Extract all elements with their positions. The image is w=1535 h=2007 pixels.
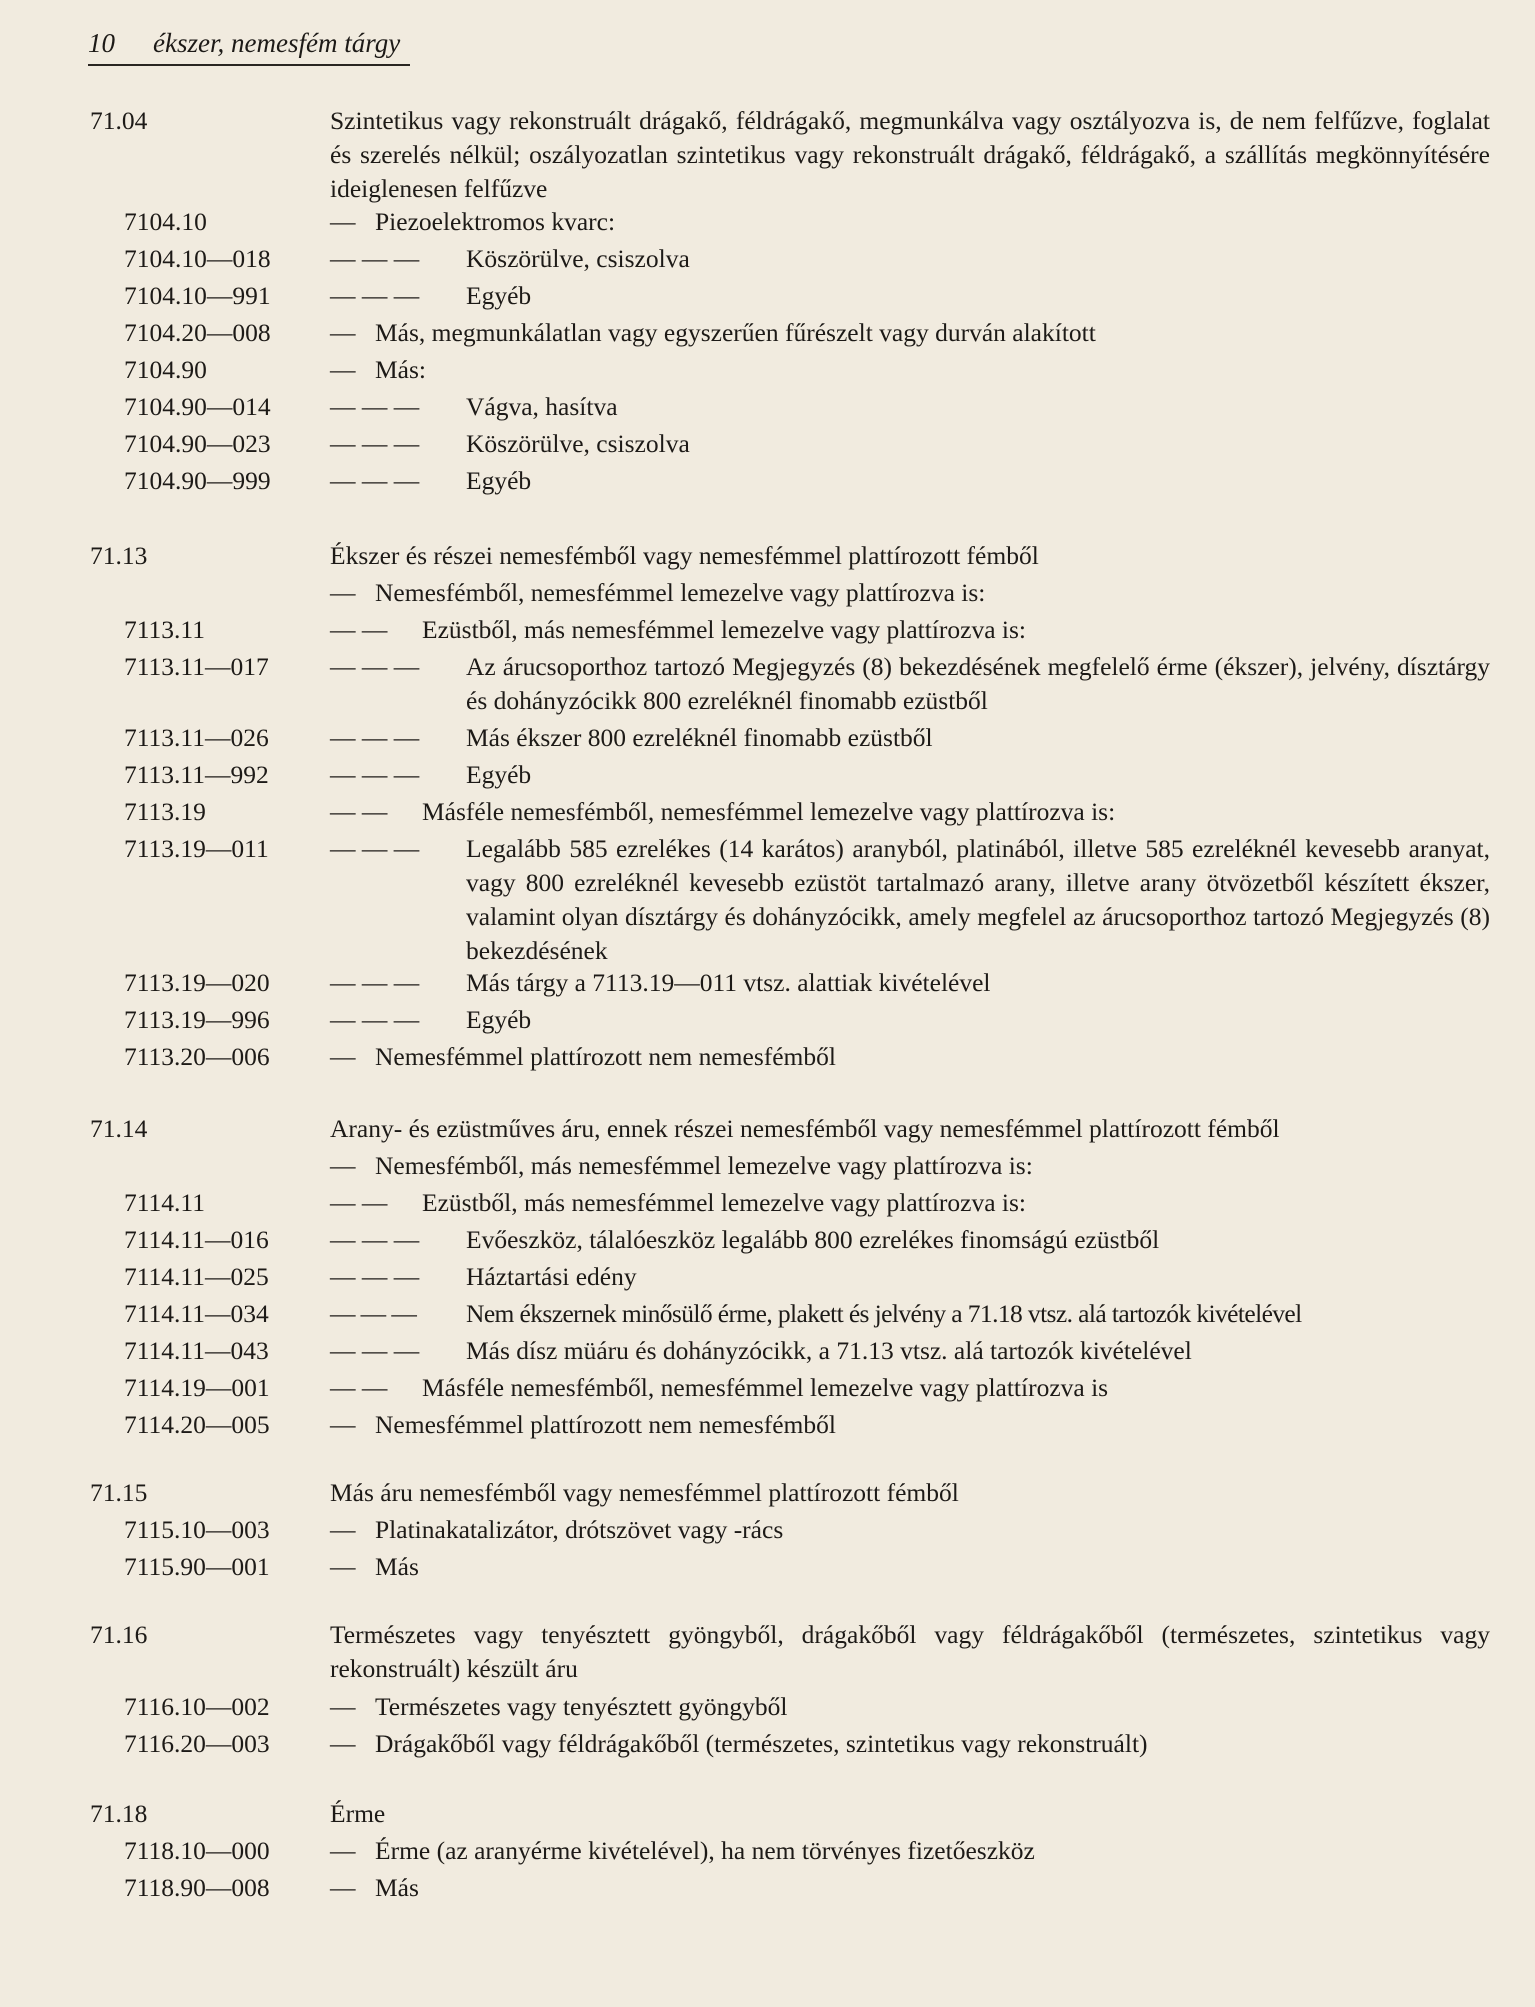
item-code: 7104.10—991 (124, 281, 271, 310)
item-label: Ezüstből, más nemesfémmel lemezelve vagy plattírozva is: (422, 1188, 1027, 1217)
indent-dashes: — — (330, 615, 388, 644)
item-label: Piezoelektromos kvarc: (375, 207, 616, 236)
indent-dashes: — — — (330, 466, 420, 495)
item-code: 7116.10—002 (124, 1692, 270, 1721)
item-text (330, 390, 1490, 424)
item-label: Vágva, hasítva (466, 392, 618, 421)
item-text (330, 650, 1490, 718)
indent-dashes: — — — (330, 1336, 420, 1365)
indent-dashes: — — — (330, 281, 420, 310)
indent-dashes: — (330, 1410, 356, 1439)
item-code: 7114.20—005 (124, 1410, 270, 1439)
item-label: Egyéb (466, 760, 532, 789)
heading-title: Szintetikus vagy rekonstruált drágakő, féldrágakő, megmunkálva vagy osztályozva is, de nem felfűzve, foglalat és szerelés nélkül; oszályozatlan szintetikus vagy rekonstruált drágakő, féldrágakő, a szállítás megkönnyítésére ideiglenesen felfűzve (330, 106, 1490, 203)
indent-dashes: — — — (330, 244, 420, 273)
indent-dashes: — (330, 1552, 356, 1581)
page-number: 10 (88, 28, 115, 58)
indent-dashes: — (330, 1873, 356, 1902)
item-label: Más ékszer 800 ezreléknél finomabb ezüstből (466, 723, 933, 752)
item-code: 7113.19 (124, 797, 206, 826)
item-code: 7104.90—999 (124, 466, 271, 495)
item-label: Természetes vagy tenyésztett gyöngyből (375, 1692, 788, 1721)
item-label: Nemesfémmel plattírozott nem nemesfémből (375, 1042, 836, 1071)
item-text (330, 427, 1490, 461)
item-label: Más tárgy a 7113.19—011 vtsz. alattiak kivételével (466, 968, 991, 997)
indent-dashes: — — — (330, 1005, 420, 1034)
item-code: 7115.10—003 (124, 1515, 270, 1544)
item-code: 7113.19—020 (124, 968, 270, 997)
indent-dashes: — (330, 1836, 356, 1865)
item-label: Háztartási edény (466, 1262, 637, 1291)
item-label: Nemesfémből, más nemesfémmel lemezelve vagy plattírozva is: (375, 1151, 1033, 1180)
item-code: 7104.90—023 (124, 429, 271, 458)
item-text (330, 721, 1490, 755)
indent-dashes: — — — (330, 834, 420, 863)
item-text (330, 353, 1490, 387)
item-code: 7104.90—014 (124, 392, 271, 421)
item-code: 7116.20—003 (124, 1729, 270, 1758)
item-code: 7104.90 (124, 355, 207, 384)
heading-title: Más áru nemesfémből vagy nemesfémmel plattírozott fémből (330, 1478, 959, 1507)
indent-dashes: — — — (330, 968, 420, 997)
item-code: 7114.11—016 (124, 1225, 269, 1254)
item-text (330, 1513, 1490, 1547)
item-label: Más, megmunkálatlan vagy egyszerűen fűrészelt vagy durván alakított (375, 318, 1096, 347)
item-code: 7104.10 (124, 207, 207, 236)
item-text (330, 1550, 1490, 1584)
item-label: Köszörülve, csiszolva (466, 429, 690, 458)
item-text (330, 1297, 1490, 1331)
indent-dashes: — — — (330, 1225, 420, 1254)
item-code: 7113.11—017 (124, 652, 269, 681)
heading-title: Természetes vagy tenyésztett gyöngyből, drágakőből vagy féldrágakőből (természetes, szintetikus vagy rekonstruált) készült áru (330, 1620, 1490, 1683)
item-label: Másféle nemesfémből, nemesfémmel lemezelve vagy plattírozva is (422, 1373, 1109, 1402)
heading-code: 71.13 (90, 541, 148, 570)
indent-dashes: — (330, 1515, 356, 1544)
item-text (330, 1871, 1490, 1905)
item-label: Platinakatalizátor, drótszövet vagy -rács (375, 1515, 784, 1544)
item-text (330, 1040, 1490, 1074)
item-text (330, 1223, 1490, 1257)
item-text (330, 1260, 1490, 1294)
indent-dashes: — — (330, 1188, 388, 1217)
running-header (88, 22, 410, 66)
item-label: Köszörülve, csiszolva (466, 244, 690, 273)
indent-dashes: — — (330, 1373, 388, 1402)
item-label: Ezüstből, más nemesfémmel lemezelve vagy plattírozva is: (422, 615, 1027, 644)
indent-dashes: — (330, 1151, 356, 1180)
indent-dashes: — (330, 1042, 356, 1071)
item-text (330, 1186, 1490, 1220)
item-label: Másféle nemesfémből, nemesfémmel lemezelve vagy plattírozva is: (422, 797, 1116, 826)
item-text (330, 242, 1490, 276)
item-text (330, 576, 1490, 610)
item-label: Egyéb (466, 281, 532, 310)
item-code: 7114.11—025 (124, 1262, 269, 1291)
heading-code: 71.14 (90, 1114, 148, 1143)
indent-dashes: — (330, 1729, 356, 1758)
item-label: Drágakőből vagy féldrágakőből (természetes, szintetikus vagy rekonstruált) (375, 1729, 1148, 1758)
indent-dashes: — (330, 1692, 356, 1721)
item-text (330, 1371, 1490, 1405)
item-text (330, 966, 1490, 1000)
heading-title: Arany- és ezüstműves áru, ennek részei nemesfémből vagy nemesfémmel plattírozott fémből (330, 1114, 1280, 1143)
item-label: Más dísz müáru és dohányzócikk, a 71.13 vtsz. alá tartozók kivételével (466, 1336, 1192, 1365)
indent-dashes: — — — (330, 652, 420, 681)
item-code: 7118.90—008 (124, 1873, 270, 1902)
item-code: 7104.10—018 (124, 244, 271, 273)
item-code: 7104.20—008 (124, 318, 271, 347)
item-label: Legalább 585 ezrelékes (14 karátos) aranyból, platinából, illetve 585 ezreléknél kevesebb aranyat, vagy 800 ezreléknél kevesebb ezüstöt tartalmazó arany, illetve arany ötvözetből készített ékszer, valamint olyan dísztárgy és dohányzócikk, amely megfelel az árucsoporthoz tartozó Megjegyzés (8) bekezdésének (466, 834, 1490, 965)
heading-title: Ékszer és részei nemesfémből vagy nemesfémmel plattírozott fémből (330, 541, 1039, 570)
item-code: 7113.11—026 (124, 723, 269, 752)
item-text (330, 1003, 1490, 1037)
heading-code: 71.15 (90, 1478, 148, 1507)
item-code: 7113.19—996 (124, 1005, 270, 1034)
item-text (330, 464, 1490, 498)
item-text (330, 1408, 1490, 1442)
item-code: 7113.11—992 (124, 760, 269, 789)
item-label: Egyéb (466, 1005, 532, 1034)
item-label: Más (375, 1873, 419, 1902)
indent-dashes: — — (330, 797, 388, 826)
indent-dashes: — — — (330, 429, 420, 458)
item-text (330, 1149, 1490, 1183)
item-code: 7114.11 (124, 1188, 205, 1217)
item-text (330, 795, 1490, 829)
item-label: Nemesfémből, nemesfémmel lemezelve vagy plattírozva is: (375, 578, 986, 607)
item-text (330, 1690, 1490, 1724)
item-code: 7115.90—001 (124, 1552, 270, 1581)
item-text (330, 1334, 1490, 1368)
indent-dashes: — — — (330, 1299, 417, 1328)
item-text (330, 316, 1490, 350)
item-label: Más (375, 1552, 419, 1581)
item-code: 7114.19—001 (124, 1373, 270, 1402)
item-label: Érme (az aranyérme kivételével), ha nem törvényes fizetőeszköz (375, 1836, 1035, 1865)
item-label: Egyéb (466, 466, 532, 495)
indent-dashes: — — — (330, 1262, 420, 1291)
item-text (330, 613, 1490, 647)
indent-dashes: — (330, 355, 356, 384)
running-title: ékszer, nemesfém tárgy (153, 28, 401, 58)
item-label: Nem ékszernek minősülő érme, plakett és jelvény a 71.18 vtsz. alá tartozók kivételével (466, 1299, 1302, 1328)
indent-dashes: — (330, 318, 356, 347)
item-code: 7113.19—011 (124, 834, 269, 863)
indent-dashes: — (330, 207, 356, 236)
heading-code: 71.18 (90, 1799, 148, 1828)
item-code: 7114.11—043 (124, 1336, 269, 1365)
heading-code: 71.16 (90, 1620, 148, 1649)
item-text (330, 205, 1490, 239)
item-code: 7113.20—006 (124, 1042, 270, 1071)
item-text (330, 279, 1490, 313)
item-label: Nemesfémmel plattírozott nem nemesfémből (375, 1410, 836, 1439)
item-label: Az árucsoporthoz tartozó Megjegyzés (8) bekezdésének megfelelő érme (ékszer), jelvény, dísztárgy és dohányzócikk 800 ezreléknél finomabb ezüstből (466, 652, 1490, 715)
indent-dashes: — — — (330, 723, 420, 752)
item-label: Más: (375, 355, 426, 384)
item-text (330, 1834, 1490, 1868)
indent-dashes: — — — (330, 760, 420, 789)
item-code: 7113.11 (124, 615, 205, 644)
item-text (330, 758, 1490, 792)
indent-dashes: — (330, 578, 356, 607)
indent-dashes: — — — (330, 392, 420, 421)
item-code: 7114.11—034 (124, 1299, 269, 1328)
item-text (330, 832, 1490, 968)
item-text (330, 1727, 1490, 1761)
heading-title: Érme (330, 1799, 386, 1828)
item-code: 7118.10—000 (124, 1836, 270, 1865)
heading-code: 71.04 (90, 106, 148, 135)
item-label: Evőeszköz, tálalóeszköz legalább 800 ezrelékes finomságú ezüstből (466, 1225, 1160, 1254)
